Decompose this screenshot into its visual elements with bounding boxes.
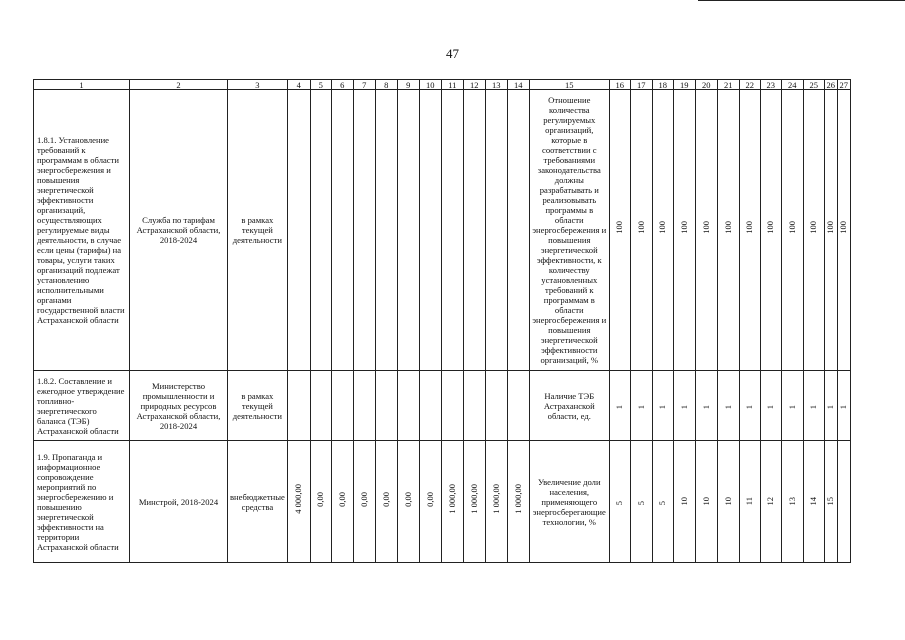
col-header: 6 — [331, 80, 353, 90]
target-value-cell: 100 — [760, 90, 781, 371]
amount-cell — [287, 371, 310, 441]
amount-cell: 0,00 — [331, 441, 353, 563]
target-value-cell: 5 — [609, 441, 630, 563]
target-value-cell: 1 — [803, 371, 824, 441]
target-value-cell: 100 — [824, 90, 837, 371]
amount-cell — [397, 90, 419, 371]
activity-cell: 1.8.1. Установление требований к программам в области энергосбережения и повышения энергетической эффективности организаций, осуществляющих регулируемые виды деятельности, в случае если цены (тарифы) на товары, услуги таких организаций подлежат установлению исполнительными органами государственной власти Астраханской области — [34, 90, 130, 371]
col-header: 1 — [34, 80, 130, 90]
executor-cell: Министерство промышленности и природных ресурсов Астраханской области, 2018-2024 — [130, 371, 228, 441]
col-header: 16 — [609, 80, 630, 90]
amount-cell: 0,00 — [353, 441, 375, 563]
target-value-cell: 10 — [695, 441, 717, 563]
target-value-cell: 1 — [609, 371, 630, 441]
amount-cell — [419, 371, 441, 441]
target-value-cell: 100 — [673, 90, 695, 371]
table-row — [34, 371, 851, 441]
funding-source-cell: внебюджетные средства — [228, 441, 288, 563]
amount-cell — [353, 90, 375, 371]
target-value-cell: 1 — [717, 371, 739, 441]
col-header: 15 — [529, 80, 609, 90]
target-value-cell: 100 — [609, 90, 630, 371]
col-header: 8 — [375, 80, 397, 90]
program-table — [33, 79, 851, 563]
target-value-cell: 12 — [760, 441, 781, 563]
column-numbers-row — [34, 80, 851, 90]
amount-cell — [463, 371, 485, 441]
amount-cell: 1 000,00 — [463, 441, 485, 563]
col-header: 14 — [507, 80, 529, 90]
amount-cell — [331, 90, 353, 371]
target-value-cell: 1 — [739, 371, 760, 441]
col-header: 27 — [837, 80, 850, 90]
col-header: 17 — [630, 80, 652, 90]
target-value-cell: 100 — [630, 90, 652, 371]
col-header: 9 — [397, 80, 419, 90]
target-value-cell: 1 — [695, 371, 717, 441]
col-header: 12 — [463, 80, 485, 90]
col-header: 26 — [824, 80, 837, 90]
target-value-cell: 100 — [717, 90, 739, 371]
amount-cell — [287, 90, 310, 371]
top-rule — [698, 0, 905, 1]
target-value-cell: 100 — [837, 90, 850, 371]
col-header: 7 — [353, 80, 375, 90]
col-header: 2 — [130, 80, 228, 90]
amount-cell — [485, 90, 507, 371]
target-value-cell: 1 — [673, 371, 695, 441]
funding-source-cell: в рамках текущей деятельности — [228, 371, 288, 441]
col-header: 19 — [673, 80, 695, 90]
target-value-cell: 14 — [803, 441, 824, 563]
target-value-cell: 1 — [652, 371, 673, 441]
activity-cell: 1.8.2. Составление и ежегодное утверждение топливно-энергетического баланса (ТЭБ) Астраханской области — [34, 371, 130, 441]
col-header: 21 — [717, 80, 739, 90]
col-header: 22 — [739, 80, 760, 90]
amount-cell — [397, 371, 419, 441]
col-header: 23 — [760, 80, 781, 90]
amount-cell — [310, 90, 331, 371]
funding-source-cell: в рамках текущей деятельности — [228, 90, 288, 371]
amount-cell: 0,00 — [310, 441, 331, 563]
target-value-cell — [837, 441, 850, 563]
col-header: 24 — [781, 80, 803, 90]
amount-cell — [485, 371, 507, 441]
amount-cell — [507, 371, 529, 441]
col-header: 20 — [695, 80, 717, 90]
target-value-cell: 100 — [781, 90, 803, 371]
target-value-cell: 100 — [695, 90, 717, 371]
executor-cell: Служба по тарифам Астраханской области, 2018-2024 — [130, 90, 228, 371]
target-value-cell: 1 — [824, 371, 837, 441]
activity-cell: 1.9. Пропаганда и информационное сопровождение мероприятий по энергосбережению и повышению энергетической эффективности на территории Астраханской области — [34, 441, 130, 563]
col-header: 11 — [441, 80, 463, 90]
amount-cell — [441, 371, 463, 441]
target-value-cell: 1 — [781, 371, 803, 441]
amount-cell — [441, 90, 463, 371]
target-value-cell: 10 — [717, 441, 739, 563]
target-value-cell: 15 — [824, 441, 837, 563]
target-value-cell: 100 — [739, 90, 760, 371]
col-header: 5 — [310, 80, 331, 90]
target-value-cell: 1 — [760, 371, 781, 441]
amount-cell: 0,00 — [375, 441, 397, 563]
col-header: 13 — [485, 80, 507, 90]
amount-cell: 1 000,00 — [485, 441, 507, 563]
amount-cell: 0,00 — [397, 441, 419, 563]
table-row — [34, 441, 851, 563]
target-value-cell: 11 — [739, 441, 760, 563]
target-value-cell: 5 — [630, 441, 652, 563]
amount-cell: 1 000,00 — [441, 441, 463, 563]
target-value-cell: 100 — [652, 90, 673, 371]
target-value-cell: 10 — [673, 441, 695, 563]
col-header: 25 — [803, 80, 824, 90]
table-row — [34, 90, 851, 371]
amount-cell — [331, 371, 353, 441]
amount-cell: 1 000,00 — [507, 441, 529, 563]
amount-cell — [507, 90, 529, 371]
col-header: 18 — [652, 80, 673, 90]
amount-cell — [353, 371, 375, 441]
indicator-cell: Увеличение доли населения, применяющего энергосберегающие технологии, % — [529, 441, 609, 563]
target-value-cell: 1 — [630, 371, 652, 441]
amount-cell — [375, 90, 397, 371]
indicator-cell: Наличие ТЭБ Астраханской области, ед. — [529, 371, 609, 441]
col-header: 4 — [287, 80, 310, 90]
amount-cell — [419, 90, 441, 371]
target-value-cell: 1 — [837, 371, 850, 441]
indicator-cell: Отношение количества регулируемых организаций, которые в соответствии с требованиями законодательства должны разрабатывать и реализовывать программы в области энергосбережения и повышения энергетической эффективности, к количеству установленных требований к программам в области энергосбережения и повышения энергетической эффективности организаций, % — [529, 90, 609, 371]
amount-cell — [375, 371, 397, 441]
target-value-cell: 13 — [781, 441, 803, 563]
col-header: 3 — [228, 80, 288, 90]
col-header: 10 — [419, 80, 441, 90]
amount-cell — [463, 90, 485, 371]
target-value-cell: 5 — [652, 441, 673, 563]
page-number: 47 — [446, 46, 459, 61]
target-value-cell: 100 — [803, 90, 824, 371]
executor-cell: Минстрой, 2018-2024 — [130, 441, 228, 563]
amount-cell: 0,00 — [419, 441, 441, 563]
amount-cell — [310, 371, 331, 441]
amount-cell: 4 000,00 — [287, 441, 310, 563]
